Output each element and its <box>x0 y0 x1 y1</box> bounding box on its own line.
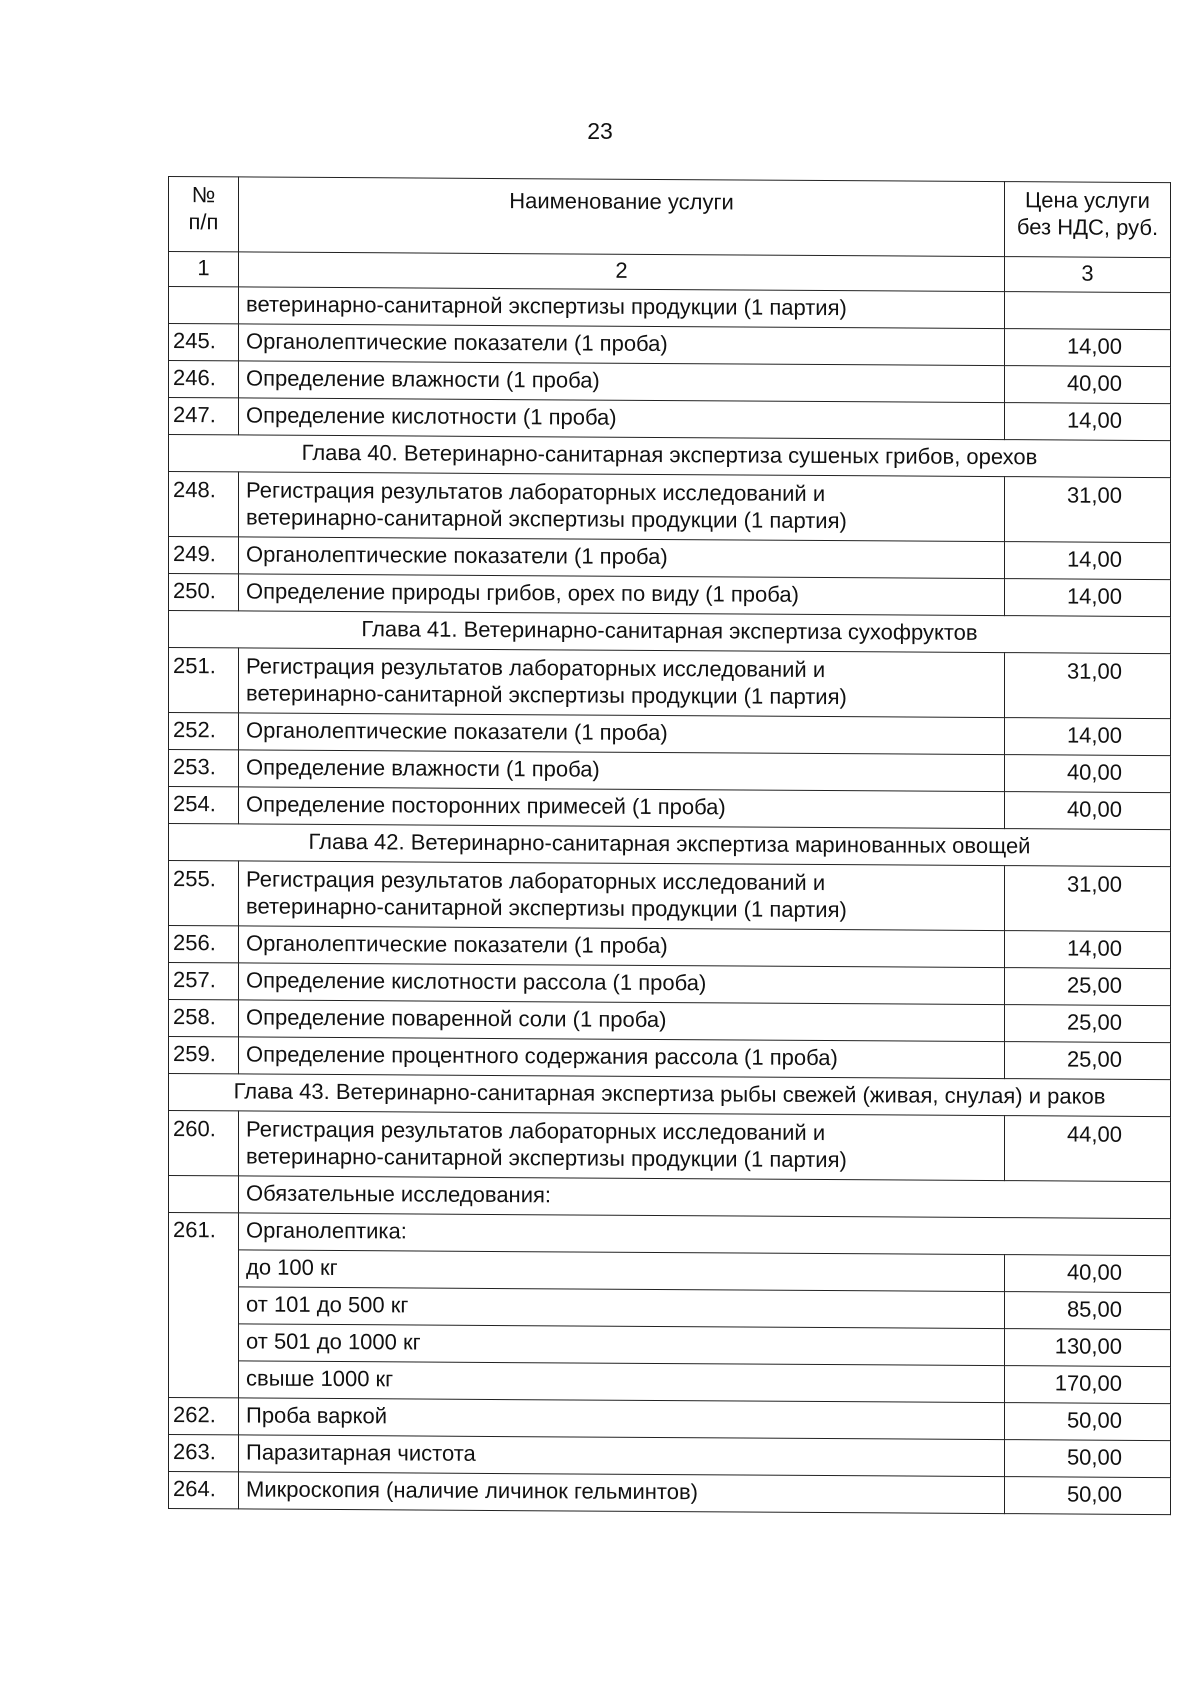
table-row <box>169 926 1171 969</box>
subitem-label: до 100 кг <box>239 1250 1005 1292</box>
service-price: 25,00 <box>1005 968 1171 1006</box>
service-price: 14,00 <box>1005 329 1171 367</box>
service-name <box>239 287 1005 329</box>
service-name-line: Регистрация результатов лабораторных исследований и <box>246 866 826 896</box>
subitem-label: свыше 1000 кг <box>239 1361 1005 1403</box>
service-name <box>239 1037 1005 1079</box>
table-row <box>169 1037 1171 1080</box>
service-price: 31,00 <box>1005 477 1171 543</box>
service-name <box>239 1435 1005 1477</box>
column-index-2: 2 <box>239 252 1005 292</box>
service-name <box>239 361 1005 403</box>
service-name <box>239 1398 1005 1440</box>
subitem-row <box>169 1324 1171 1367</box>
service-name-line: ветеринарно-санитарной экспертизы продукции (1 партия) <box>246 291 847 321</box>
service-price: 44,00 <box>1005 1116 1171 1182</box>
column-index-1: 1 <box>169 252 239 287</box>
chapter-row <box>169 611 1171 654</box>
service-name <box>239 648 1005 718</box>
service-price: 14,00 <box>1005 579 1171 617</box>
service-name-line: Определение природы грибов, орех по виду (1 проба) <box>246 578 799 607</box>
chapter-row <box>169 435 1171 478</box>
table-row <box>169 1111 1171 1182</box>
service-name <box>239 324 1005 366</box>
subitem-row <box>169 1287 1171 1330</box>
row-number: 253. <box>169 750 239 787</box>
subitem-row <box>169 1361 1171 1404</box>
header-num-cell <box>169 177 239 252</box>
service-price: 50,00 <box>1005 1477 1171 1515</box>
table-body <box>169 177 1171 1515</box>
header-name: Наименование услуги <box>509 188 734 215</box>
price-table <box>168 176 1171 1515</box>
row-number: 245. <box>169 324 239 361</box>
service-name-line: Органолептические показатели (1 проба) <box>246 930 668 959</box>
row-number: 259. <box>169 1037 239 1074</box>
subitem-label: от 101 до 500 кг <box>239 1287 1005 1329</box>
service-name <box>239 574 1005 616</box>
table-row <box>169 787 1171 830</box>
table-row <box>169 287 1171 330</box>
table-row <box>169 750 1171 793</box>
subitem-price: 170,00 <box>1005 1366 1171 1404</box>
page-number: 23 <box>587 118 613 144</box>
service-name-line: ветеринарно-санитарной экспертизы продукции (1 партия) <box>246 680 847 710</box>
table-row <box>169 648 1171 719</box>
service-name-line: Определение поваренной соли (1 проба) <box>246 1004 667 1033</box>
row-number: 264. <box>169 1472 239 1509</box>
row-number: 248. <box>169 472 239 537</box>
row-number: 250. <box>169 574 239 611</box>
service-name <box>239 537 1005 579</box>
service-name-line: Регистрация результатов лабораторных исследований и <box>246 653 826 683</box>
service-name <box>239 398 1005 440</box>
service-price: 50,00 <box>1005 1403 1171 1441</box>
chapter-row <box>169 824 1171 867</box>
service-name-line: Определение влажности (1 проба) <box>246 365 600 393</box>
subitem-price: 40,00 <box>1005 1255 1171 1293</box>
service-name-line: Регистрация результатов лабораторных исследований и <box>246 477 826 507</box>
table-row <box>169 574 1171 617</box>
header-price-cell <box>1005 182 1171 258</box>
service-name-line: ветеринарно-санитарной экспертизы продукции (1 партия) <box>246 893 847 923</box>
group-title: Органолептика: <box>239 1213 1171 1256</box>
service-name-line: Органолептические показатели (1 проба) <box>246 328 668 357</box>
service-name <box>239 472 1005 542</box>
row-number: 262. <box>169 1398 239 1435</box>
table-row <box>169 963 1171 1006</box>
service-price: 40,00 <box>1005 792 1171 830</box>
subitem-row <box>169 1250 1171 1293</box>
header-name-cell <box>239 177 1005 257</box>
service-name <box>239 713 1005 755</box>
service-name <box>239 861 1005 931</box>
service-name-line: Органолептические показатели (1 проба) <box>246 541 668 570</box>
service-name <box>239 750 1005 792</box>
service-price: 14,00 <box>1005 931 1171 969</box>
service-name <box>239 963 1005 1005</box>
service-price: 40,00 <box>1005 366 1171 404</box>
service-name-line: Определение процентного содержания рассола (1 проба) <box>246 1041 838 1071</box>
service-price: 14,00 <box>1005 718 1171 756</box>
chapter-title: Глава 41. Ветеринарно-санитарная экспертиза сухофруктов <box>169 611 1171 654</box>
header-price-line1: Цена услуги <box>1025 187 1150 213</box>
service-name <box>239 787 1005 829</box>
service-name-line: Проба варкой <box>246 1402 388 1429</box>
subitem-price: 130,00 <box>1005 1329 1171 1367</box>
service-name <box>239 1000 1005 1042</box>
service-name-line: ветеринарно-санитарной экспертизы продукции (1 партия) <box>246 504 847 534</box>
row-number: 249. <box>169 537 239 574</box>
row-number: 254. <box>169 787 239 824</box>
row-number: 251. <box>169 648 239 713</box>
chapter-title: Глава 40. Ветеринарно-санитарная экспертиза сушеных грибов, орехов <box>169 435 1171 478</box>
table-row <box>169 1472 1171 1515</box>
table-row <box>169 1398 1171 1441</box>
subheading-row <box>169 1176 1171 1219</box>
table-row <box>169 861 1171 932</box>
row-number: 260. <box>169 1111 239 1176</box>
service-price: 50,00 <box>1005 1440 1171 1478</box>
table-row <box>169 324 1171 367</box>
service-name-line: Определение кислотности рассола (1 проба) <box>246 967 707 996</box>
row-number: 246. <box>169 361 239 398</box>
table-row <box>169 1435 1171 1478</box>
service-price: 25,00 <box>1005 1042 1171 1080</box>
service-name <box>239 1111 1005 1181</box>
service-name-line: Определение влажности (1 проба) <box>246 754 600 782</box>
service-name-line: ветеринарно-санитарной экспертизы продукции (1 партия) <box>246 1143 847 1173</box>
subitem-label: от 501 до 1000 кг <box>239 1324 1005 1366</box>
chapter-title: Глава 42. Ветеринарно-санитарная экспертиза маринованных овощей <box>169 824 1171 867</box>
header-num-line2: п/п <box>188 209 219 235</box>
row-number: 257. <box>169 963 239 1000</box>
service-price: 25,00 <box>1005 1005 1171 1043</box>
service-name-line: Микроскопия (наличие личинок гельминтов) <box>246 1476 698 1505</box>
header-price-line2: без НДС, руб. <box>1016 214 1159 241</box>
row-number: 247. <box>169 398 239 435</box>
service-name-line: Регистрация результатов лабораторных исследований и <box>246 1116 826 1146</box>
header-num-line1: № <box>191 182 216 208</box>
row-number: 252. <box>169 713 239 750</box>
service-name-line: Определение кислотности (1 проба) <box>246 402 617 430</box>
table-row <box>169 361 1171 404</box>
row-number <box>169 1176 239 1213</box>
chapter-row <box>169 1074 1171 1117</box>
group-row <box>169 1213 1171 1256</box>
chapter-title: Глава 43. Ветеринарно-санитарная экспертиза рыбы свежей (живая, снулая) и раков <box>169 1074 1171 1117</box>
table-row <box>169 537 1171 580</box>
service-price: 31,00 <box>1005 653 1171 719</box>
row-number <box>169 287 239 324</box>
service-price: 31,00 <box>1005 866 1171 932</box>
service-name <box>239 1472 1005 1514</box>
service-price <box>1005 292 1171 330</box>
table-row <box>169 398 1171 441</box>
column-index-3: 3 <box>1005 257 1171 293</box>
service-name <box>239 926 1005 968</box>
table-row <box>169 1000 1171 1043</box>
service-name-line: Определение посторонних примесей (1 проба) <box>246 791 726 820</box>
row-number: 258. <box>169 1000 239 1037</box>
service-price: 14,00 <box>1005 403 1171 441</box>
header-row <box>169 177 1171 258</box>
service-price: 40,00 <box>1005 755 1171 793</box>
subitem-price: 85,00 <box>1005 1292 1171 1330</box>
table-row <box>169 472 1171 543</box>
table-row <box>169 713 1171 756</box>
row-number: 255. <box>169 861 239 926</box>
service-name-line: Паразитарная чистота <box>246 1439 476 1466</box>
row-number: 263. <box>169 1435 239 1472</box>
row-number: 256. <box>169 926 239 963</box>
subheading-text: Обязательные исследования: <box>239 1176 1171 1219</box>
service-price: 14,00 <box>1005 542 1171 580</box>
service-name-line: Органолептические показатели (1 проба) <box>246 717 668 746</box>
row-number: 261. <box>169 1213 239 1398</box>
